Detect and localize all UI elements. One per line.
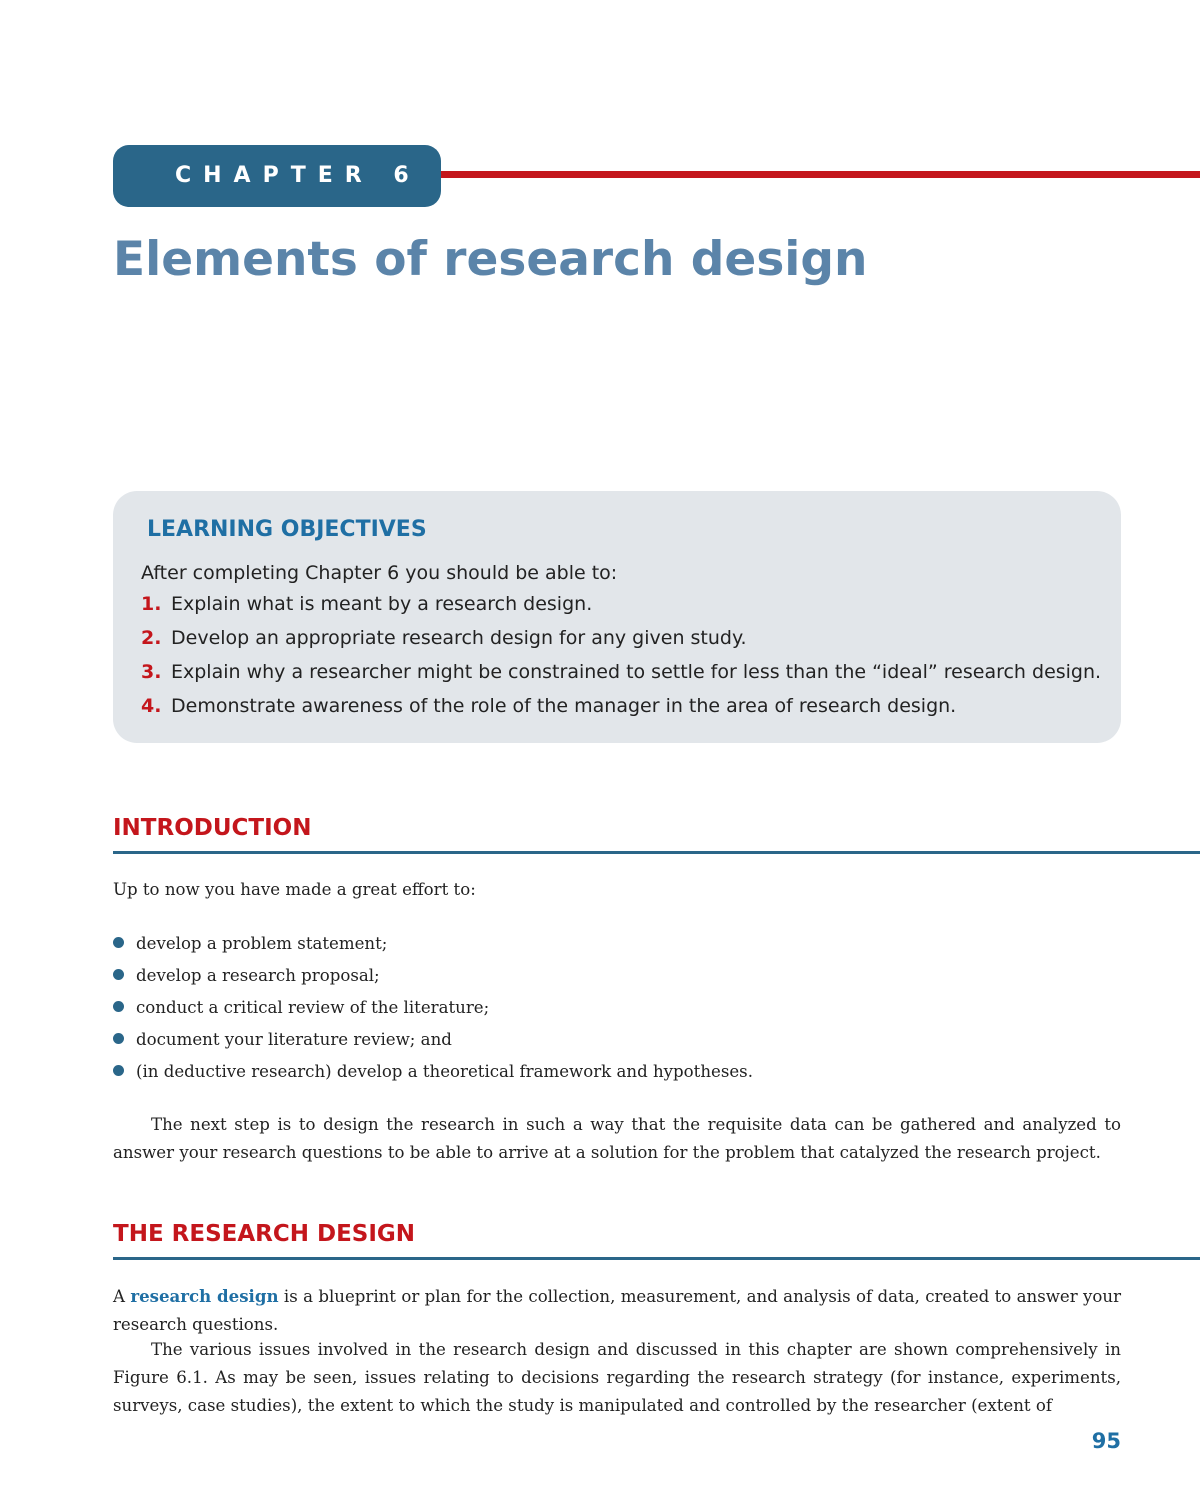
objective-number: 4. <box>141 695 162 717</box>
learning-objectives-box <box>113 491 1121 743</box>
learning-objective-item <box>141 692 1101 726</box>
key-term: research design <box>130 1286 279 1306</box>
learning-objective-item <box>141 658 1101 692</box>
introduction-heading: INTRODUCTION <box>113 815 312 841</box>
paragraph-rest: is a blueprint or plan for the collection, measurement, and analysis of data, created to answer your research questions. <box>113 1287 1122 1334</box>
learning-objectives-intro: After completing Chapter 6 you should be able to: <box>141 562 618 584</box>
objective-number: 2. <box>141 627 162 649</box>
bullet-item <box>113 1058 753 1090</box>
learning-objective-item <box>141 624 1101 658</box>
introduction-paragraph: The next step is to design the research in such a way that the requisite data can be gathered and analyzed to answer your research questions to be able to arrive at a solution for the problem that catalyzed the research project. <box>113 1115 1121 1162</box>
bullet-item <box>113 930 753 962</box>
research-design-rule <box>113 1257 1200 1260</box>
learning-objectives-list <box>141 590 1101 726</box>
learning-objectives-heading: LEARNING OBJECTIVES <box>147 517 427 542</box>
bullet-item <box>113 1026 753 1058</box>
research-design-paragraph-1 <box>113 1282 1121 1339</box>
page-title: Elements of research design <box>113 232 868 287</box>
bullet-item <box>113 994 753 1026</box>
introduction-bullet-list <box>113 930 753 1090</box>
chapter-label: CHAPTER 6 <box>113 145 441 207</box>
bullet-dot-icon <box>113 1001 124 1012</box>
objective-text: Explain why a researcher might be constrained to settle for less than the “ideal” research design. <box>171 661 1102 683</box>
objective-text: Demonstrate awareness of the role of the manager in the area of research design. <box>171 695 957 717</box>
bullet-dot-icon <box>113 1065 124 1076</box>
bullet-text: develop a research proposal; <box>136 966 380 985</box>
bullet-text: document your literature review; and <box>136 1030 452 1049</box>
bullet-item <box>113 962 753 994</box>
chapter-rule <box>441 171 1200 178</box>
introduction-lead: Up to now you have made a great effort to: <box>113 880 476 899</box>
bullet-dot-icon <box>113 1033 124 1044</box>
objective-text: Develop an appropriate research design for any given study. <box>171 627 747 649</box>
objective-text: Explain what is meant by a research design. <box>171 593 593 615</box>
introduction-rule <box>113 851 1200 854</box>
bullet-dot-icon <box>113 937 124 948</box>
page-number: 95 <box>1091 1429 1121 1453</box>
bullet-text: conduct a critical review of the literature; <box>136 998 490 1017</box>
paragraph-start: A <box>113 1287 125 1306</box>
bullet-text: (in deductive research) develop a theoretical framework and hypotheses. <box>136 1062 753 1081</box>
bullet-text: develop a problem statement; <box>136 934 388 953</box>
learning-objective-item <box>141 590 1101 624</box>
research-design-paragraph-2: The various issues involved in the research design and discussed in this chapter are shown comprehensively in Figure 6.1. As may be seen, issues relating to decisions regarding the research strategy (for instance, experiments, surveys, case studies), the extent to which the study is manipulated and controlled by the researcher (extent of <box>113 1340 1121 1415</box>
bullet-dot-icon <box>113 969 124 980</box>
objective-number: 1. <box>141 593 162 615</box>
research-design-heading: THE RESEARCH DESIGN <box>113 1221 416 1247</box>
objective-number: 3. <box>141 661 162 683</box>
